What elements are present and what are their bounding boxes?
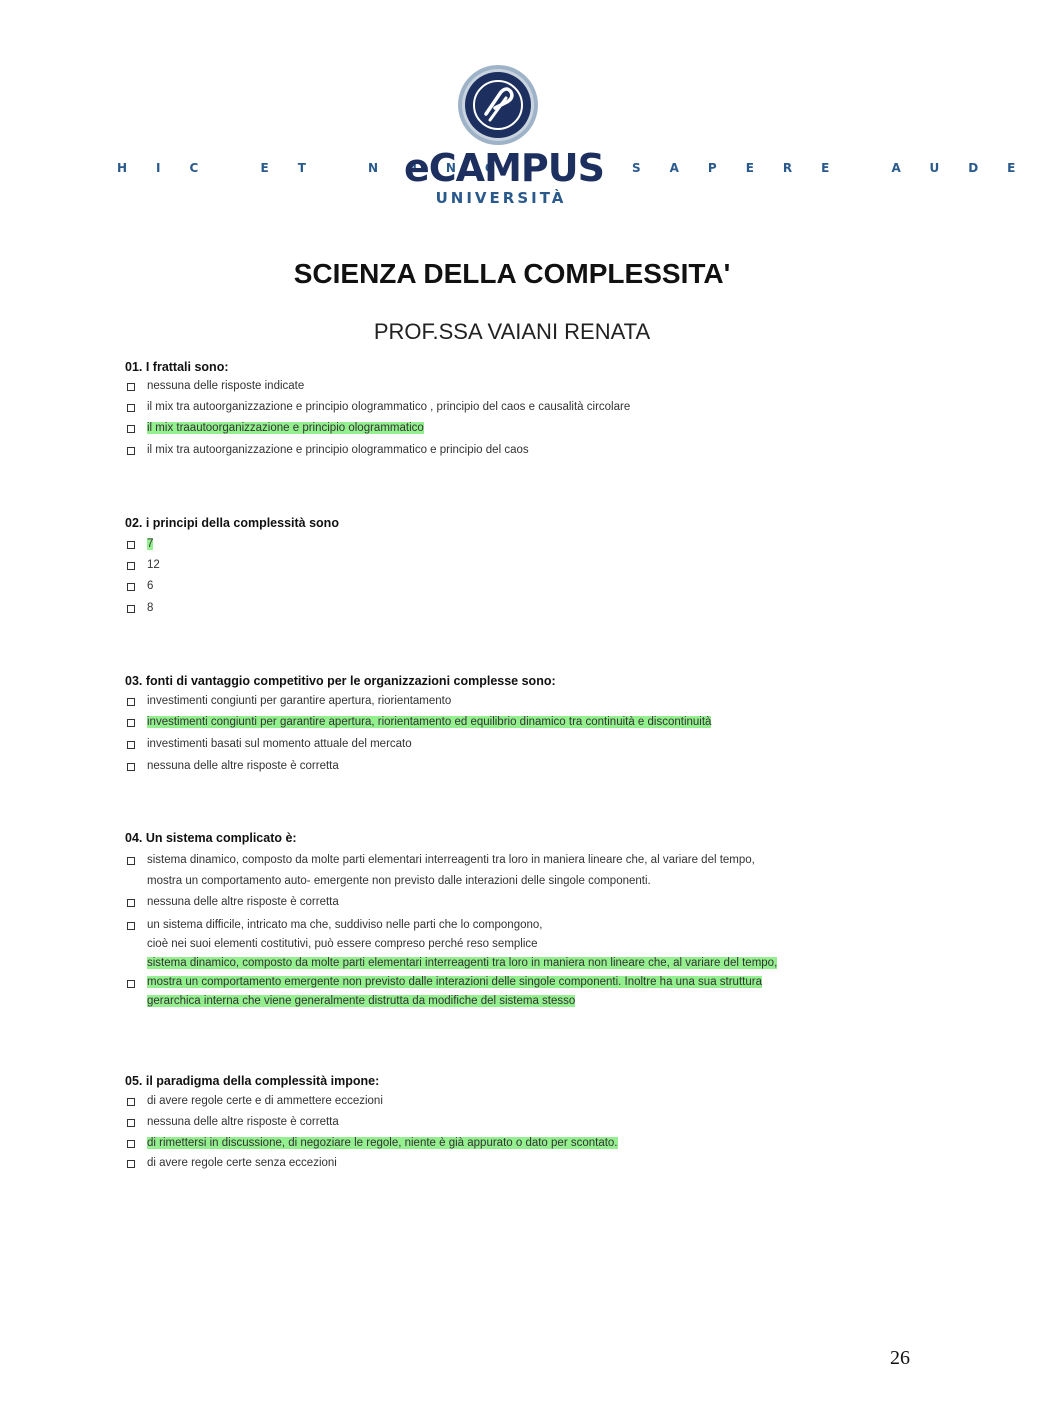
answer-option[interactable]: nessuna delle altre risposte è corretta — [125, 893, 885, 912]
motto-right: SAPERE AUDE — [632, 161, 1044, 175]
question-heading: 01. I frattali sono: — [125, 360, 229, 374]
checkbox-icon[interactable] — [127, 1119, 135, 1127]
checkbox-icon[interactable] — [127, 605, 135, 613]
answer-option[interactable]: il mix tra autoorganizzazione e principio ologrammatico , principio del caos e causalità circolare — [125, 398, 885, 417]
answer-option[interactable]: investimenti congiunti per garantire apertura, riorientamento — [125, 692, 885, 711]
brand-subtitle: UNIVERSITÀ — [435, 189, 567, 207]
question-3 — [125, 671, 885, 776]
page-subtitle: PROF.SSA VAIANI RENATA — [373, 319, 651, 344]
checkbox-icon[interactable] — [127, 922, 135, 930]
question-2 — [125, 513, 885, 618]
answer-option[interactable]: nessuna delle altre risposte è corretta — [125, 1113, 885, 1132]
checkbox-icon[interactable] — [127, 698, 135, 706]
answer-option-correct[interactable]: investimenti congiunti per garantire apertura, riorientamento ed equilibrio dinamico tra continuità e discontinuità — [125, 713, 885, 732]
checkbox-icon[interactable] — [127, 583, 135, 591]
answer-option[interactable]: un sistema difficile, intricato ma che, suddiviso nelle parti che lo compongono, cioè nei suoi elementi costitutivi, può essere compreso perché reso semplice — [125, 916, 885, 954]
answer-option-correct[interactable]: il mix traautoorganizzazione e principio ologrammatico — [125, 419, 885, 438]
question-4 — [125, 828, 885, 1011]
answer-option[interactable]: di avere regole certe senza eccezioni — [125, 1154, 885, 1173]
checkbox-icon[interactable] — [127, 857, 135, 865]
checkbox-icon[interactable] — [127, 1160, 135, 1168]
question-heading: 04. Un sistema complicato è: — [125, 831, 297, 845]
answer-option[interactable]: 8 — [125, 599, 885, 618]
answer-option[interactable]: nessuna delle altre risposte è corretta — [125, 757, 885, 776]
answer-option[interactable]: sistema dinamico, composto da molte parti elementari interreagenti tra loro in maniera lineare che, al variare del tempo, mostra un comportamento auto- emergente non previsto dalle interazioni delle singole componenti. — [125, 851, 885, 891]
checkbox-icon[interactable] — [127, 1098, 135, 1106]
checkbox-icon[interactable] — [127, 383, 135, 391]
answer-option-correct[interactable]: sistema dinamico, composto da molte parti elementari interreagenti tra loro in maniera non lineare che, al variare del tempo, mostra un comportamento emergente non previsto dalle interazioni delle singole componenti. Inoltre ha una sua struttura gerarchica interna che viene generalmente distrutta da modifiche del sistema stesso — [125, 954, 885, 1011]
answer-option-correct[interactable]: 7 — [125, 535, 885, 554]
checkbox-icon[interactable] — [127, 899, 135, 907]
checkbox-icon[interactable] — [127, 447, 135, 455]
question-heading: 02. i principi della complessità sono — [125, 516, 339, 530]
answer-option[interactable]: 12 — [125, 556, 885, 575]
checkbox-icon[interactable] — [127, 1140, 135, 1148]
question-5 — [125, 1071, 885, 1173]
motto-left: HIC ET NUNC — [117, 161, 523, 175]
page-number: 26 — [890, 1347, 910, 1369]
answer-option[interactable]: nessuna delle risposte indicate — [125, 377, 885, 396]
checkbox-icon[interactable] — [127, 763, 135, 771]
question-1 — [125, 357, 885, 460]
page-title: SCIENZA DELLA COMPLESSITA' — [293, 258, 731, 289]
checkbox-icon[interactable] — [127, 562, 135, 570]
answer-option-correct[interactable]: di rimettersi in discussione, di negoziare le regole, niente è già appurato o dato per scontato. — [125, 1134, 885, 1153]
answer-option[interactable]: 6 — [125, 577, 885, 596]
brand-logo-text: eCAMPUS — [404, 146, 604, 190]
checkbox-icon[interactable] — [127, 719, 135, 727]
question-heading: 03. fonti di vantaggio competitivo per le organizzazioni complesse sono: — [125, 674, 556, 688]
answer-option[interactable]: investimenti basati sul momento attuale del mercato — [125, 735, 885, 754]
answer-option[interactable]: di avere regole certe e di ammettere eccezioni — [125, 1092, 885, 1111]
answer-option[interactable]: il mix tra autoorganizzazione e principio ologrammatico e principio del caos — [125, 441, 885, 460]
checkbox-icon[interactable] — [127, 541, 135, 549]
question-heading: 05. il paradigma della complessità impone: — [125, 1074, 380, 1088]
checkbox-icon[interactable] — [127, 741, 135, 749]
checkbox-icon[interactable] — [127, 425, 135, 433]
ecampus-seal-logo-icon — [457, 64, 539, 146]
checkbox-icon[interactable] — [127, 980, 135, 988]
checkbox-icon[interactable] — [127, 404, 135, 412]
